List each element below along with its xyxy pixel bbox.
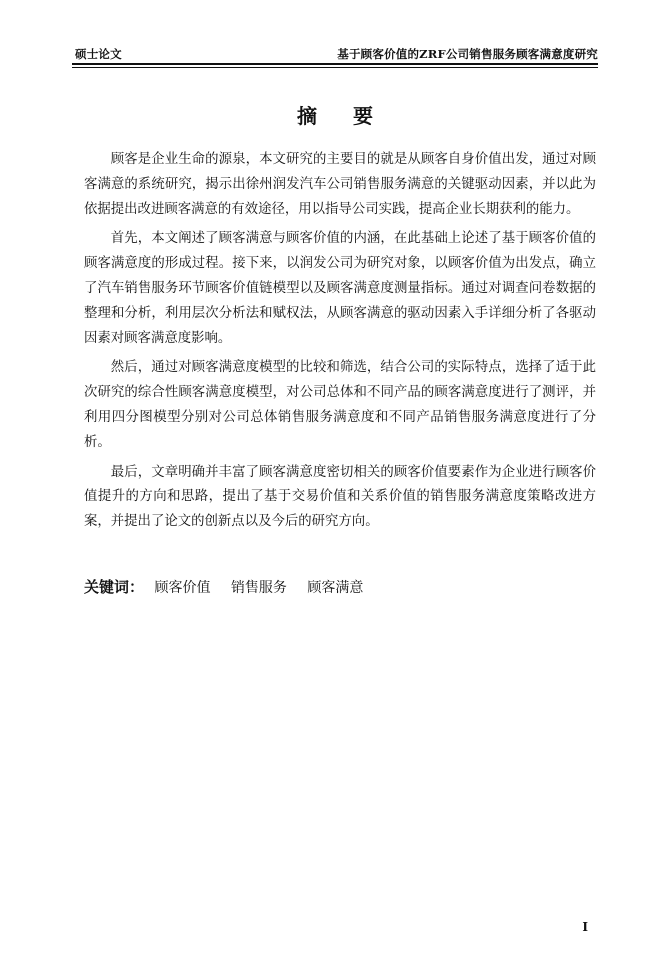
- running-header: [75, 42, 598, 62]
- abstract-body: [84, 148, 596, 540]
- abstract-paragraph: 然后，通过对顾客满意度模型的比较和筛选，结合公司的实际特点，选择了适于此次研究的综合性顾客满意度模型，对公司总体和不同产品的顾客满意度进行了测评，并利用四分图模型分别对公司总体销售服务满意度和不同产品销售服务满意度进行了分析。: [84, 360, 596, 450]
- keyword-item: 顾客价值: [154, 580, 211, 596]
- keyword-item: 销售服务: [230, 580, 287, 596]
- header-rule: [72, 63, 598, 68]
- keywords-label: 关键词：: [84, 578, 145, 596]
- abstract-paragraph: 顾客是企业生命的源泉，本文研究的主要目的就是从顾客自身价值出发，通过对顾客满意的系统研究，揭示出徐州润发汽车公司销售服务满意的关键驱动因素，并以此为依据提出改进顾客满意的有效途径，用以指导公司实践，提高企业长期获利的能力。: [84, 152, 596, 217]
- keywords-line: [84, 576, 379, 597]
- header-left-text: 硕士论文: [75, 47, 122, 61]
- abstract-paragraph: 最后，文章明确并丰富了顾客满意度密切相关的顾客价值要素作为企业进行顾客价值提升的方向和思路，提出了基于交易价值和关系价值的销售服务满意度策略改进方案，并提出了论文的创新点以及今后的研究方向。: [84, 464, 596, 530]
- page-number: I: [582, 920, 588, 934]
- keyword-item: 顾客满意: [307, 580, 364, 596]
- header-right-text: 基于顾客价值的ZRF公司销售服务顾客满意度研究: [337, 47, 598, 61]
- abstract-paragraph: 首先，本文阐述了顾客满意与顾客价值的内涵，在此基础上论述了基于顾客价值的顾客满意度的形成过程。接下来，以润发公司为研究对象，以顾客价值为出发点，确立了汽车销售服务环节顾客价值链模型以及顾客满意度测量指标。通过对调查问卷数据的整理和分析，利用层次分析法和赋权法，从顾客满意的驱动因素入手详细分析了各驱动因素对顾客满意度影响。: [84, 231, 596, 346]
- page-title: 摘要: [297, 104, 409, 128]
